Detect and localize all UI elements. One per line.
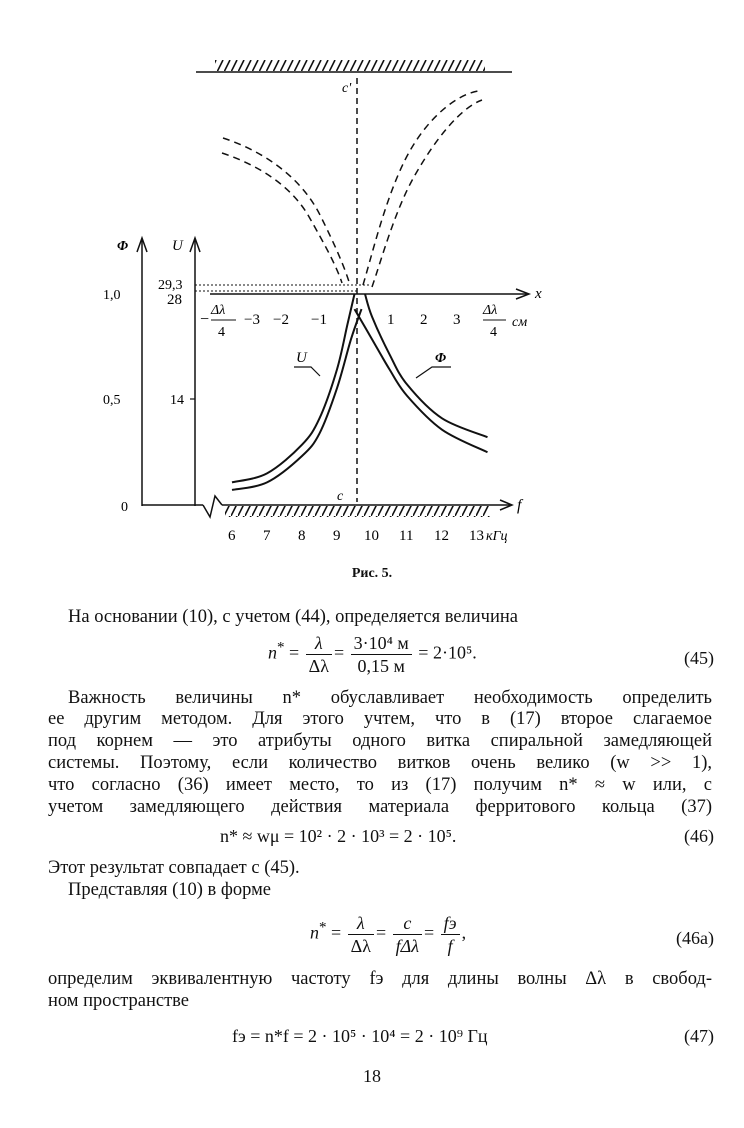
u-tick-29-3: 29,3 <box>158 278 183 293</box>
x-tick-1: 1 <box>387 312 395 328</box>
equation-47-number: (47) <box>684 1026 714 1046</box>
f-unit: кГц <box>486 529 508 544</box>
phi-tick-0: 0 <box>121 500 128 515</box>
u-tick-28: 28 <box>167 292 182 308</box>
x-axis-label: x <box>535 286 542 302</box>
curve-label-phi-leader <box>416 367 451 378</box>
dashed-curve-left-inner <box>222 153 342 283</box>
f-tick-6: 6 <box>228 528 236 544</box>
paragraph-2-line: Важность величины n* обуславливает необходимость определить <box>68 688 712 708</box>
equation-45-number: (45) <box>684 648 714 668</box>
eq46a-fraction-2: $\frac{c}{\text{fΔλ}}$ <box>393 912 422 957</box>
paragraph-5-line: определим эквивалентную частоту fэ для длины волны Δλ в свобод- <box>48 969 712 989</box>
x-unit: см <box>512 315 528 330</box>
x-tick-minus-1: −1 <box>311 312 327 328</box>
f-tick-7: 7 <box>263 528 271 544</box>
x-tick-minus: − <box>200 311 210 328</box>
dashed-curve-right-outer <box>372 100 482 287</box>
x-tick-minus-3: −3 <box>244 312 260 328</box>
equation-45: n* = $\frac{\lambda}{\Delta\lambda}$ = $\frac{\text{3·10⁴ м}}{0,15 м}$ = 2·10⁵. <box>268 633 477 676</box>
f-tick-12: 12 <box>434 528 449 544</box>
x-tick-2: 2 <box>420 312 428 328</box>
axis-break-icon <box>203 496 222 517</box>
paragraph-2-line: что согласно (36) имеет место, то из (17) получим n* ≈ w или, с <box>48 775 712 795</box>
bottom-wall <box>222 505 510 517</box>
curve-label-phi: Φ <box>435 351 447 366</box>
curve-u-inner <box>232 309 362 490</box>
dashed-curves <box>222 91 482 287</box>
f-tick-9: 9 <box>333 528 341 544</box>
x-tick-start-fraction <box>210 303 236 340</box>
eq46a-fraction-3: $\frac{fэ}{f}$ <box>441 912 460 957</box>
svg-text:4: 4 <box>218 325 225 340</box>
eq46a-fraction-1: $\frac{\lambda}{\Delta\lambda}$ <box>348 912 374 957</box>
top-wall-label: c' <box>342 81 352 96</box>
paragraph-1: На основании (10), с учетом (44), определяется величина <box>68 607 518 627</box>
curve-label-u: U <box>296 350 307 366</box>
paragraph-2-line: под корнем — это атрибуты одного витка спиральной замедляющей <box>48 731 712 751</box>
u-tick-14: 14 <box>170 393 184 408</box>
figure-caption: Рис. 5. <box>351 566 393 581</box>
svg-text:Δλ: Δλ <box>483 303 498 318</box>
svg-text:Δλ: Δλ <box>211 303 226 318</box>
top-wall <box>196 60 512 72</box>
phi-axis-label: Φ <box>117 239 129 254</box>
equation-46: n* ≈ wμ = 10² · 2 · 10³ = 2 · 10⁵. <box>220 826 457 846</box>
phi-tick-1-0: 1,0 <box>103 288 121 303</box>
dashed-curve-left-outer <box>223 138 350 285</box>
paragraph-4: Представляя (10) в форме <box>68 880 272 900</box>
f-tick-11: 11 <box>399 528 414 544</box>
u-axis-label: U <box>172 238 183 254</box>
curve-label-u-leader <box>294 367 320 376</box>
dashed-curve-right-inner <box>363 91 478 285</box>
bottom-wall-label: c <box>337 489 344 504</box>
equation-46a-number: (46a) <box>676 928 714 948</box>
x-tick-end-fraction <box>482 303 506 340</box>
equation-46-number: (46) <box>684 826 714 846</box>
equation-47: fэ = n*f = 2 · 10⁵ · 10⁴ = 2 · 10⁹ Гц <box>232 1026 488 1046</box>
x-tick-3: 3 <box>453 312 461 328</box>
f-axis-label: f <box>517 497 522 514</box>
page-number: 18 <box>363 1066 381 1086</box>
paragraph-2-line: системы. Поэтому, если количество витков очень велико (w >> 1), <box>48 753 712 773</box>
figure-5 <box>0 0 744 560</box>
x-tick-minus-2: −2 <box>273 312 289 328</box>
svg-text:4: 4 <box>490 325 497 340</box>
phi-tick-0-5: 0,5 <box>103 393 121 408</box>
paragraph-2-line: ее другим методом. Для этого учтем, что в (17) второе слагаемое <box>48 709 712 729</box>
eq45-fraction-2: $\frac{\text{3·10⁴ м}}{0,15 м}$ <box>351 632 412 677</box>
paragraph-3: Этот результат совпадает с (45). <box>48 858 300 878</box>
paragraph-2-line: учетом замедляющего действия материала ферритового кольца (37) <box>48 797 712 817</box>
eq45-fraction-1: $\frac{\lambda}{\Delta\lambda}$ <box>306 632 332 677</box>
equation-46a: n* = $\frac{\lambda}{\Delta\lambda}$ = $\frac{c}{\text{fΔλ}}$ = $\frac{fэ}{f}$ , <box>310 913 467 956</box>
solid-curves <box>232 294 488 490</box>
f-tick-10: 10 <box>364 528 379 544</box>
f-ticks <box>228 528 484 544</box>
paragraph-5-line: ном пространстве <box>48 991 190 1011</box>
f-tick-13: 13 <box>469 528 484 544</box>
f-tick-8: 8 <box>298 528 306 544</box>
